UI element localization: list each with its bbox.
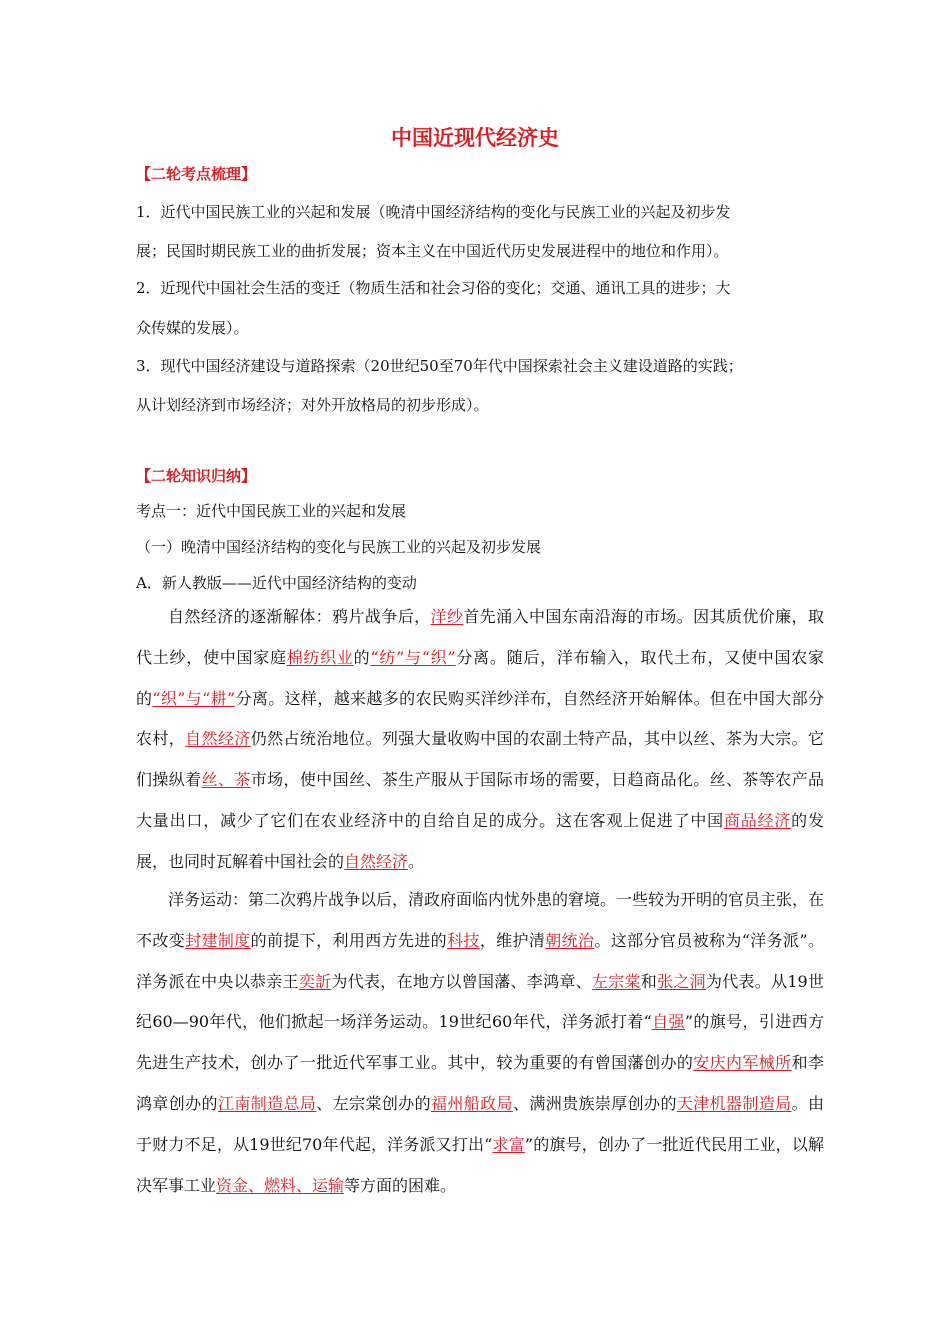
- keyword: 自然经济: [344, 851, 409, 871]
- keyword: 丝、茶: [201, 770, 251, 790]
- review-item-3-line-1: 3．现代中国经济建设与道路探索（20世纪50至70年代中国探索社会主义建设道路的实践；: [136, 357, 743, 375]
- paragraph-text: 的: [353, 647, 371, 667]
- paragraph-text: 自然经济的逐渐解体：鸦片战争后，: [168, 607, 431, 626]
- keyword: 天津机器制造局: [676, 1093, 792, 1113]
- paragraph-text: ”的旗号，创办了一批近代民用工业，以解决军事工业: [136, 1134, 824, 1195]
- paragraph-text: 。由于财力不足，从19世纪70年代起，洋务派又打出“: [136, 1093, 824, 1154]
- subsection-heading: （一）晚清中国经济结构的变化与民族工业的兴起及初步发展: [136, 538, 542, 556]
- keyword: 奕訢: [298, 971, 332, 991]
- paragraph-text: 的发展，也同时瓦解着中国社会的: [136, 810, 824, 871]
- keyword: 封建制度: [185, 930, 251, 950]
- keyword: 棉纺织业: [286, 647, 354, 667]
- keyword: 张之洞: [657, 971, 706, 991]
- paragraph-text: 为代表。从19世纪60—90年代，他们掀起一场洋务运动。19世纪60年代，洋务派打着“: [136, 971, 824, 1032]
- keyword: 自然经济: [185, 729, 251, 749]
- document-title: 中国近现代经济史: [391, 125, 559, 150]
- keyword: 洋纱: [430, 607, 464, 626]
- paragraph-text: 首先涌入中国东南沿海的市场。因其质优价廉，取代土纱，使中国家庭: [136, 607, 824, 667]
- point-heading: 考点一：近代中国民族工业的兴起和发展: [136, 502, 407, 520]
- paragraph-westernization-movement: [136, 880, 824, 1206]
- paragraph-text: 、左宗棠创办的: [316, 1093, 431, 1113]
- keyword: 求富: [492, 1134, 525, 1154]
- paragraph-text: 仍然占统治地位。列强大量收购中国的农副土特产品，其中以丝、茶为大宗。它们操纵着: [136, 729, 824, 790]
- paragraph-text: 洋务运动：第二次鸦片战争以后，清政府面临内忧外患的窘境。一些较为开明的官员主张，在不改变: [136, 890, 825, 950]
- keyword: 商品经济: [723, 810, 792, 830]
- review-item-1-line-1: 1．近代中国民族工业的兴起和发展（晚清中国经济结构的变化与民族工业的兴起及初步发: [136, 203, 731, 221]
- paragraph-text: 的前提下，利用西方先进的: [250, 930, 448, 950]
- keyword: “纺”与“织”: [370, 647, 456, 667]
- keyword: 江南制造总局: [217, 1093, 317, 1113]
- keyword: 资金、燃料、运输: [216, 1175, 345, 1195]
- paragraph-text: ，维护清: [479, 930, 546, 950]
- paragraph-text: 和李鸿章创办的: [136, 1053, 824, 1113]
- keyword: 福州船政局: [431, 1093, 513, 1113]
- paragraph-text: 分离。随后，洋布输入，取代土布，又使中国农家的: [136, 647, 824, 708]
- paragraph-text: 。这部分官员被称为“洋务派”。洋务派在中央以恭亲王: [136, 930, 824, 991]
- review-item-3-line-2: 从计划经济到市场经济；对外开放格局的初步形成）。: [136, 396, 489, 414]
- keyword: 朝统治: [545, 930, 595, 950]
- paragraph-text: ”的旗号，引进西方先进生产技术，创办了一批近代军事工业。其中，较为重要的有曾国藩创办的: [136, 1012, 824, 1073]
- review-item-2-line-1: 2．近现代中国社会生活的变迁（物质生活和社会习俗的变化；交通、通讯工具的进步；大: [136, 279, 731, 297]
- paragraph-text: 等方面的困难。: [344, 1175, 457, 1195]
- review-item-2-line-2: 众传媒的发展）。: [136, 319, 249, 337]
- keyword: 科技: [447, 930, 480, 950]
- paragraph-text: 为代表，在地方以曾国藩、李鸿章、: [331, 971, 592, 991]
- paragraph-text: 和: [640, 971, 658, 991]
- paragraph-natural-economy: [136, 597, 824, 883]
- paragraph-text: 、满洲贵族崇厚创办的: [512, 1093, 677, 1113]
- keyword: 安庆内军械所: [693, 1053, 792, 1073]
- review-item-1-line-2: 展；民国时期民族工业的曲折发展；资本主义在中国近代历史发展进程中的地位和作用）。: [136, 242, 729, 260]
- paragraph-text: 。: [408, 851, 425, 871]
- keyword: 自强: [651, 1012, 685, 1032]
- keyword: 左宗棠: [591, 971, 641, 991]
- keyword: “织”与“耕”: [152, 688, 236, 708]
- paragraph-text: 市场，使中国丝、茶生产服从于国际市场的需要，日趋商品化。丝、茶等农产品大量出口，减少了它们在农业经济中的自给自足的成分。这在客观上促进了中国: [136, 770, 824, 830]
- section-heading-knowledge-summary: 【二轮知识归纳】: [136, 467, 257, 485]
- section-heading-review-points: 【二轮考点梳理】: [136, 165, 257, 183]
- subsection-a-heading: A．新人教版——近代中国经济结构的变动: [136, 574, 417, 592]
- paragraph-text: 分离。这样，越来越多的农民购买洋纱洋布，自然经济开始解体。但在中国大部分农村，: [136, 688, 824, 749]
